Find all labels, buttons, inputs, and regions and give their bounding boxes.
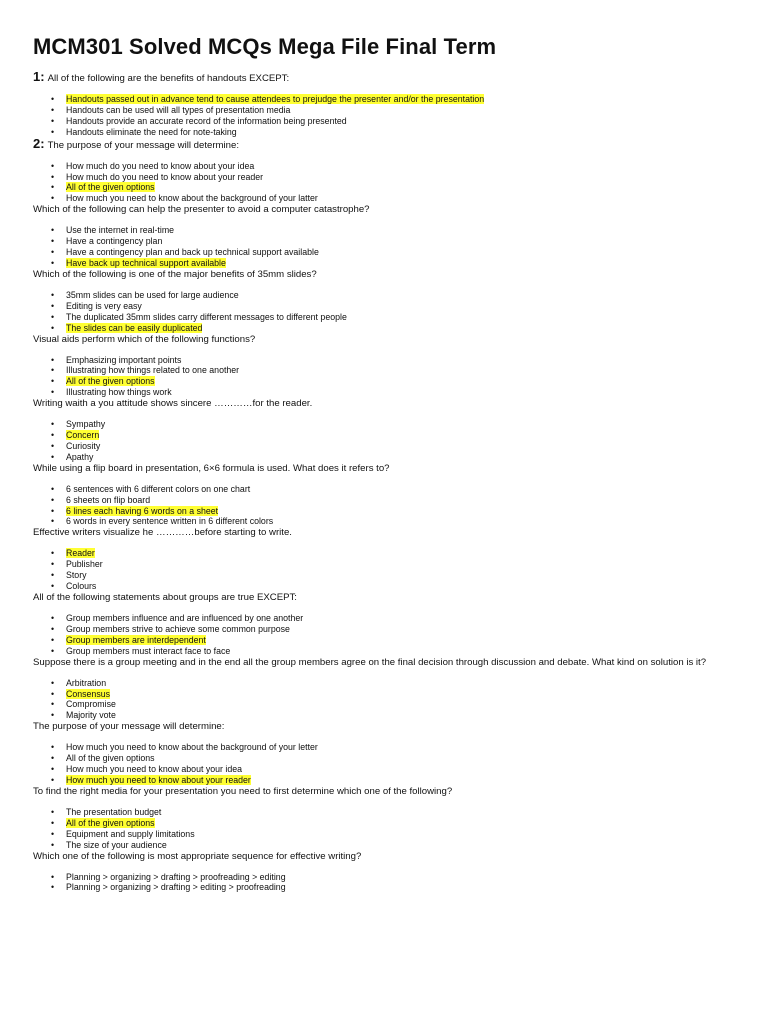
question-text [33, 527, 738, 539]
option-list [33, 419, 738, 463]
page-title: MCM301 Solved MCQs Mega File Final Term [33, 34, 497, 59]
option-item-correct [33, 506, 738, 517]
highlighted-answer: The slides can be easily duplicated [66, 322, 203, 333]
option-list [33, 484, 738, 528]
question-text [33, 269, 738, 281]
option-item [33, 387, 738, 398]
option-label: How much you need to know about the background of your letter [66, 742, 318, 753]
option-item-correct [33, 258, 738, 269]
highlighted-answer: Group members are interdependent [66, 634, 206, 645]
option-item [33, 516, 738, 527]
option-item [33, 840, 738, 851]
question-text [33, 398, 738, 410]
question-block [33, 463, 738, 528]
question-block [33, 71, 738, 138]
option-item [33, 570, 738, 581]
option-item-correct [33, 635, 738, 646]
highlighted-answer: All of the given options [66, 376, 155, 387]
option-item-correct [33, 818, 738, 829]
question-block [33, 135, 738, 205]
option-item-correct [33, 376, 738, 387]
option-item [33, 559, 738, 570]
option-label: Group members influence and are influenced by one another [66, 613, 304, 623]
option-item [33, 764, 738, 775]
option-item [33, 646, 738, 657]
option-label: All of the given options [66, 753, 155, 764]
question-label: The purpose of your message will determine: [33, 721, 225, 733]
option-label: Editing is very easy [66, 300, 142, 311]
question-list [33, 71, 738, 893]
option-label: 6 sheets on flip board [66, 494, 151, 505]
option-label: Compromise [66, 699, 116, 710]
option-item [33, 225, 738, 236]
option-label: Illustrating how things related to one another [66, 365, 240, 376]
question-block [33, 334, 738, 399]
question-label: Writing waith a you attitude shows sincere …………for the reader. [33, 398, 313, 410]
option-label: Have a contingency plan [66, 236, 163, 247]
option-label: Illustrating how things work [66, 387, 172, 398]
question-label: The purpose of your message will determine: [47, 139, 239, 151]
question-block [33, 527, 738, 592]
question-block [33, 851, 738, 894]
option-list [33, 548, 738, 592]
option-item [33, 161, 738, 172]
question-label: Visual aids perform which of the following functions? [33, 333, 256, 345]
question-block [33, 204, 738, 269]
option-item [33, 365, 738, 376]
option-label: Emphasizing important points [66, 354, 182, 365]
option-item [33, 710, 738, 721]
option-list [33, 872, 738, 894]
highlighted-answer: Have back up technical support available [66, 257, 226, 268]
option-label: The duplicated 35mm slides carry different messages to different people [66, 311, 347, 322]
option-label: Have a contingency plan and back up technical support available [66, 247, 319, 258]
question-block [33, 721, 738, 786]
option-item [33, 807, 738, 818]
highlighted-answer: 6 lines each having 6 words on a sheet [66, 505, 219, 516]
option-list [33, 678, 738, 722]
question-text [33, 334, 738, 346]
question-label: All of the following are the benefits of handouts EXCEPT: [47, 73, 290, 84]
option-label: Arbitration [66, 677, 107, 688]
highlighted-answer: All of the given options [66, 817, 155, 828]
option-item-correct [33, 182, 738, 193]
highlighted-answer: Handouts passed out in advance tend to cause attendees to prejudge the presenter and/or the presentation [66, 94, 485, 104]
option-list [33, 290, 738, 334]
question-text [33, 721, 738, 733]
question-block [33, 657, 738, 722]
option-list [33, 161, 738, 205]
option-item [33, 312, 738, 323]
question-label: Which of the following can help the presenter to avoid a computer catastrophe? [33, 204, 370, 216]
question-block [33, 786, 738, 851]
option-label: Handouts provide an accurate record of the information being presented [66, 115, 347, 126]
question-text [33, 71, 738, 85]
option-item-correct [33, 323, 738, 334]
question-label: All of the following statements about groups are true EXCEPT: [33, 592, 297, 603]
option-item [33, 116, 738, 127]
highlighted-answer: Reader [66, 548, 95, 559]
document-page [33, 33, 738, 893]
option-item-correct [33, 94, 738, 105]
highlighted-answer: Concern [66, 430, 100, 441]
option-item [33, 882, 738, 893]
option-item [33, 613, 738, 624]
question-text [33, 657, 738, 669]
option-item [33, 290, 738, 301]
option-item-correct [33, 689, 738, 700]
option-label: 6 sentences with 6 different colors on one chart [66, 483, 251, 494]
highlighted-answer: All of the given options [66, 182, 155, 193]
option-item [33, 441, 738, 452]
option-item [33, 355, 738, 366]
option-label: Colours [66, 581, 97, 592]
option-item [33, 452, 738, 463]
question-label: To find the right media for your presentation you need to first determine which one of the following? [33, 785, 453, 797]
option-item [33, 419, 738, 430]
option-item [33, 829, 738, 840]
option-label: Apathy [66, 451, 94, 462]
option-list [33, 742, 738, 786]
question-label: Suppose there is a group meeting and in the end all the group members agree on the final decision through discussion and debate. What kind on solution is it? [33, 656, 707, 668]
question-text [33, 592, 738, 604]
question-label: Which one of the following is most appropriate sequence for effective writing? [33, 850, 362, 862]
question-label: Which of the following is one of the major benefits of 35mm slides? [33, 268, 317, 280]
option-label: Use the internet in real-time [66, 225, 175, 236]
option-label: Equipment and supply limitations [66, 828, 195, 839]
question-block [33, 592, 738, 657]
option-label: 35mm slides can be used for large audience [66, 289, 239, 300]
option-label: Publisher [66, 559, 103, 570]
question-block [33, 269, 738, 334]
option-list [33, 355, 738, 399]
option-label: Group members strive to achieve some common purpose [66, 623, 290, 634]
question-label: While using a flip board in presentation, 6×6 formula is used. What does it refers to? [33, 462, 390, 474]
question-block [33, 398, 738, 463]
option-label: Curiosity [66, 440, 101, 451]
option-label: Majority vote [66, 710, 116, 721]
option-label: Handouts eliminate the need for note-taking [66, 126, 237, 137]
question-label: Effective writers visualize he …………before starting to write. [33, 527, 292, 539]
question-number: 2: [33, 135, 45, 151]
option-item [33, 127, 738, 138]
question-text [33, 463, 738, 475]
option-item-correct [33, 548, 738, 559]
option-item [33, 872, 738, 883]
option-label: Handouts can be used will all types of presentation media [66, 104, 291, 115]
option-label: Story [66, 570, 87, 581]
option-label: How much do you need to know about your reader [66, 171, 264, 182]
option-list [33, 225, 738, 269]
option-item [33, 236, 738, 247]
highlighted-answer: How much you need to know about your reader [66, 774, 251, 785]
question-text [33, 204, 738, 216]
option-item [33, 678, 738, 689]
highlighted-answer: Consensus [66, 688, 111, 699]
option-item [33, 699, 738, 710]
option-item [33, 581, 738, 592]
option-list [33, 94, 738, 138]
question-text [33, 786, 738, 798]
option-item [33, 484, 738, 495]
option-item [33, 495, 738, 506]
option-label: Sympathy [66, 419, 106, 430]
option-item [33, 172, 738, 183]
option-item [33, 301, 738, 312]
option-item [33, 753, 738, 764]
option-label: How much you need to know about the background of your latter [66, 193, 318, 204]
question-text [33, 851, 738, 863]
option-label: How much do you need to know about your idea [66, 160, 255, 171]
option-item [33, 105, 738, 116]
option-item [33, 742, 738, 753]
option-label: Planning > organizing > drafting > editing > proofreading [66, 882, 286, 893]
option-item [33, 624, 738, 635]
option-label: How much you need to know about your idea [66, 764, 243, 775]
question-number: 1: [33, 69, 45, 84]
option-item-correct [33, 430, 738, 441]
option-item [33, 193, 738, 204]
question-text [33, 135, 738, 152]
option-label: 6 words in every sentence written in 6 different colors [66, 516, 274, 527]
option-label: The size of your audience [66, 839, 167, 850]
option-label: Planning > organizing > drafting > proofreading > editing [66, 871, 286, 882]
option-item [33, 247, 738, 258]
option-list [33, 807, 738, 851]
option-label: Group members must interact face to face [66, 645, 231, 656]
option-label: The presentation budget [66, 806, 162, 817]
option-list [33, 613, 738, 657]
option-item-correct [33, 775, 738, 786]
